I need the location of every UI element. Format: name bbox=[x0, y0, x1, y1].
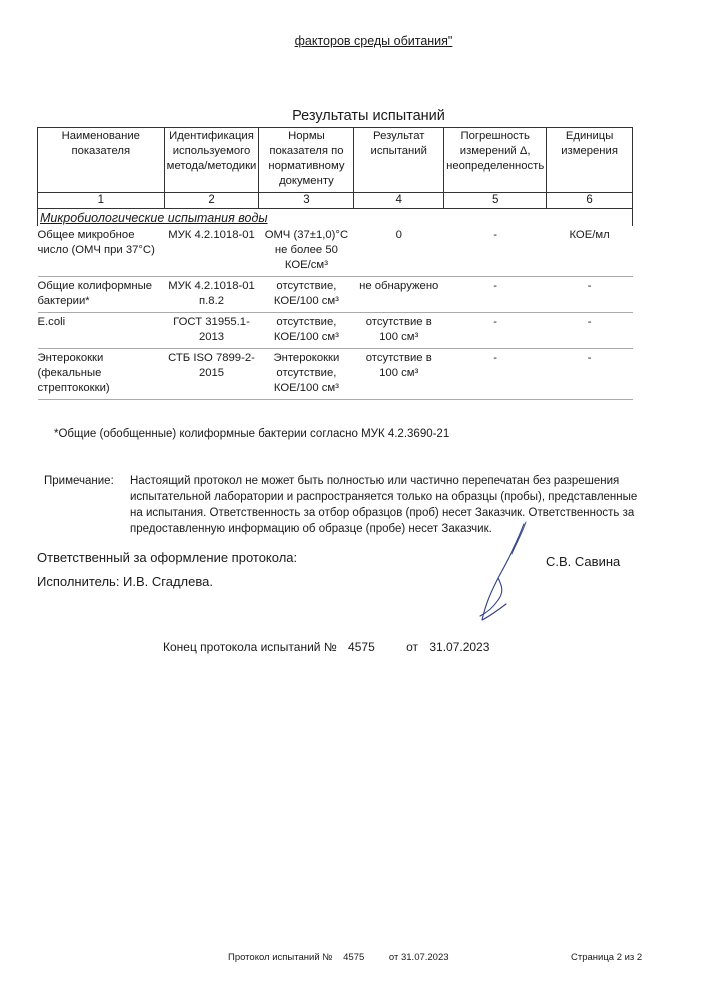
footer-from: от bbox=[388, 952, 399, 963]
results-table bbox=[37, 127, 633, 400]
footer-protocol-label: Протокол испытаний № bbox=[228, 952, 333, 963]
header-fragment: факторов среды обитания" bbox=[294, 34, 453, 48]
cell-norm: отсутствие, КОЕ/100 см³ bbox=[259, 277, 354, 313]
table-header-row bbox=[38, 128, 633, 193]
cell-error: - bbox=[444, 313, 547, 349]
cell-error: - bbox=[444, 277, 547, 313]
end-line-from: от bbox=[406, 640, 418, 654]
end-line-date: 31.07.2023 bbox=[429, 640, 490, 654]
column-header-method: Идентификация используемого метода/методики bbox=[164, 128, 259, 193]
cell-error: - bbox=[444, 349, 547, 400]
column-number: 5 bbox=[444, 193, 547, 209]
section-row bbox=[38, 209, 633, 227]
column-number: 4 bbox=[354, 193, 444, 209]
cell-result: не обнаружено bbox=[354, 277, 444, 313]
responsible-label: Ответственный за оформление протокола: bbox=[37, 550, 298, 565]
cell-norm: Энтерококки отсутствие, КОЕ/100 см³ bbox=[259, 349, 354, 400]
cell-method: МУК 4.2.1018-01 bbox=[164, 226, 259, 277]
cell-name: Общие колиформные бактерии* bbox=[38, 277, 165, 313]
executor-line: Исполнитель: И.В. Сгадлева. bbox=[37, 574, 213, 589]
cell-norm: отсутствие, КОЕ/100 см³ bbox=[259, 313, 354, 349]
cell-unit: - bbox=[547, 313, 633, 349]
cell-name: Общее микробное число (ОМЧ при 37°С) bbox=[38, 226, 165, 277]
cell-name: Энтерококки (фекальные стрептококки) bbox=[38, 349, 165, 400]
signature-mark bbox=[468, 520, 538, 630]
cell-unit: - bbox=[547, 277, 633, 313]
results-title: Результаты испытаний bbox=[292, 108, 445, 124]
section-title: Микробиологические испытания воды bbox=[38, 209, 633, 227]
cell-result: отсутствие в 100 см³ bbox=[354, 349, 444, 400]
column-number: 6 bbox=[547, 193, 633, 209]
end-of-protocol-line bbox=[163, 640, 489, 654]
footer-protocol-number: 4575 bbox=[343, 952, 365, 963]
responsible-name: С.В. Савина bbox=[546, 554, 621, 569]
note-text: Настоящий протокол не может быть полностью или частично перепечатан без разрешения испытательной лаборатории и распространяется только на образцы (пробы), представленные на испытания. Ответственность за отбор образцов (проб) несет Заказчик. Ответственность за предоставленную информацию об образце (пробе) несет Заказчик. bbox=[130, 475, 638, 535]
cell-method: МУК 4.2.1018-01 п.8.2 bbox=[164, 277, 259, 313]
column-header-name: Наименование показателя bbox=[38, 128, 165, 193]
page-number: Страница 2 из 2 bbox=[571, 952, 643, 963]
table-row bbox=[38, 349, 633, 400]
table-row bbox=[38, 277, 633, 313]
cell-unit: КОЕ/мл bbox=[547, 226, 633, 277]
column-number: 2 bbox=[164, 193, 259, 209]
table-row bbox=[38, 226, 633, 277]
cell-error: - bbox=[444, 226, 547, 277]
cell-method: ГОСТ 31955.1-2013 bbox=[164, 313, 259, 349]
cell-name: E.coli bbox=[38, 313, 165, 349]
column-header-unit: Единицы измерения bbox=[547, 128, 633, 193]
footer-protocol bbox=[228, 952, 449, 963]
column-header-norm: Нормы показателя по нормативному документу bbox=[259, 128, 354, 193]
cell-unit: - bbox=[547, 349, 633, 400]
note-label: Примечание: bbox=[44, 475, 114, 487]
column-header-error: Погрешность измерений Δ, неопределенность bbox=[444, 128, 547, 193]
footnote: *Общие (обобщенные) колиформные бактерии согласно МУК 4.2.3690-21 bbox=[54, 428, 450, 440]
end-line-text: Конец протокола испытаний № bbox=[163, 640, 337, 654]
cell-norm: ОМЧ (37±1,0)°С не более 50 КОЕ/см³ bbox=[259, 226, 354, 277]
column-number-row bbox=[38, 193, 633, 209]
cell-method: СТБ ISO 7899-2-2015 bbox=[164, 349, 259, 400]
column-header-result: Результат испытаний bbox=[354, 128, 444, 193]
footer-date: 31.07.2023 bbox=[400, 952, 449, 963]
column-number: 1 bbox=[38, 193, 165, 209]
end-line-number: 4575 bbox=[348, 640, 375, 654]
cell-result: отсутствие в 100 см³ bbox=[354, 313, 444, 349]
table-row bbox=[38, 313, 633, 349]
cell-result: 0 bbox=[354, 226, 444, 277]
column-number: 3 bbox=[259, 193, 354, 209]
